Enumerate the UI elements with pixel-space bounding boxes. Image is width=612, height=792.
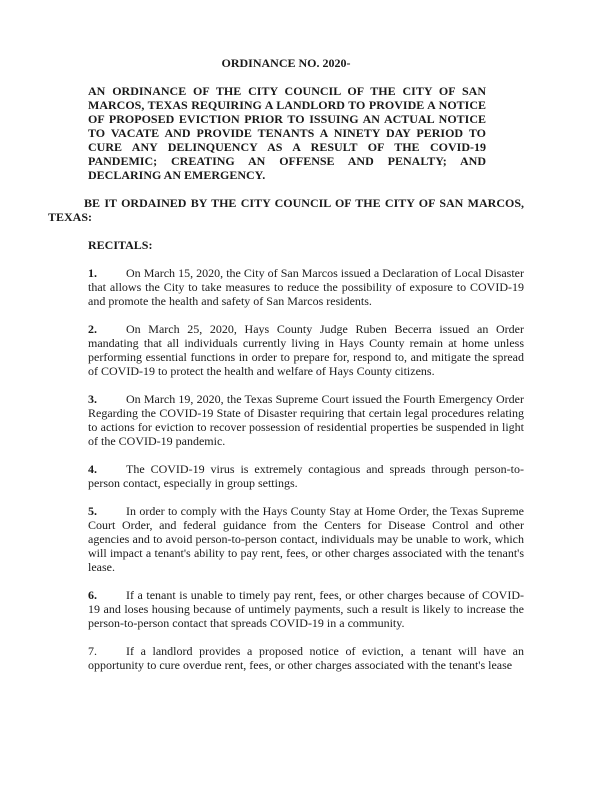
recital-number: 7.	[88, 644, 97, 658]
recital-text: In order to comply with the Hays County Stay at Home Order, the Texas Supreme Court Order, and federal guidance from the Centers for Disease Control and other agencies and to avoid person-to-person contact, individuals may be unable to work, which will impact a tenant's ability to pay rent, fees, or other charges associated with the tenant's lease.	[88, 504, 524, 574]
recital-paragraph-6	[88, 588, 524, 630]
recital-number: 1.	[88, 266, 97, 280]
document-title: ORDINANCE NO. 2020-	[221, 56, 351, 70]
recital-paragraph-3	[88, 392, 524, 448]
enacting-clause: BE IT ORDAINED BY THE CITY COUNCIL OF THE CITY OF SAN MARCOS, TEXAS:	[48, 196, 524, 224]
recital-text: If a tenant is unable to timely pay rent, fees, or other charges because of COVID-19 and loses housing because of untimely payments, such a result is likely to increase the person-to-person contact that spreads COVID-19 in a community.	[88, 588, 524, 630]
recital-text: The COVID-19 virus is extremely contagious and spreads through person-to-person contact, especially in group settings.	[88, 462, 524, 490]
ordinance-caption: AN ORDINANCE OF THE CITY COUNCIL OF THE CITY OF SAN MARCOS, TEXAS REQUIRING A LANDLORD TO PROVIDE A NOTICE OF PROPOSED EVICTION PRIOR TO ISSUING AN ACTUAL NOTICE TO VACATE AND PROVIDE TENANTS A NINETY DAY PERIOD TO CURE ANY DELINQUENCY AS A RESULT OF THE COVID-19 PANDEMIC; CREATING AN OFFENSE AND PENALTY; AND DECLARING AN EMERGENCY.	[88, 84, 486, 182]
recitals-heading: RECITALS:	[88, 238, 153, 252]
recital-paragraph-5	[88, 504, 524, 574]
recital-number: 5.	[88, 504, 97, 518]
recital-paragraph-7	[88, 644, 524, 672]
recital-number: 6.	[88, 588, 97, 602]
recital-paragraph-4	[88, 462, 524, 490]
recital-text: On March 15, 2020, the City of San Marcos issued a Declaration of Local Disaster that allows the City to take measures to reduce the possibility of exposure to COVID-19 and promote the health and safety of San Marcos residents.	[88, 266, 524, 308]
recital-paragraph-1	[88, 266, 524, 308]
recital-text: On March 19, 2020, the Texas Supreme Court issued the Fourth Emergency Order Regarding the COVID-19 State of Disaster requiring that certain legal procedures relating to actions for eviction to recover possession of residential properties be suspended in light of the COVID-19 pandemic.	[88, 392, 524, 448]
recital-text: If a landlord provides a proposed notice of eviction, a tenant will have an opportunity to cure overdue rent, fees, or other charges associated with the tenant's lease	[88, 644, 524, 672]
recital-number: 2.	[88, 322, 97, 336]
recital-text: On March 25, 2020, Hays County Judge Ruben Becerra issued an Order mandating that all individuals currently living in Hays County remain at home unless performing essential functions in order to prepare for, respond to, and mitigate the spread of COVID-19 to protect the health and welfare of Hays County citizens.	[88, 322, 524, 378]
recital-paragraph-2	[88, 322, 524, 378]
recital-number: 4.	[88, 462, 97, 476]
recital-number: 3.	[88, 392, 97, 406]
